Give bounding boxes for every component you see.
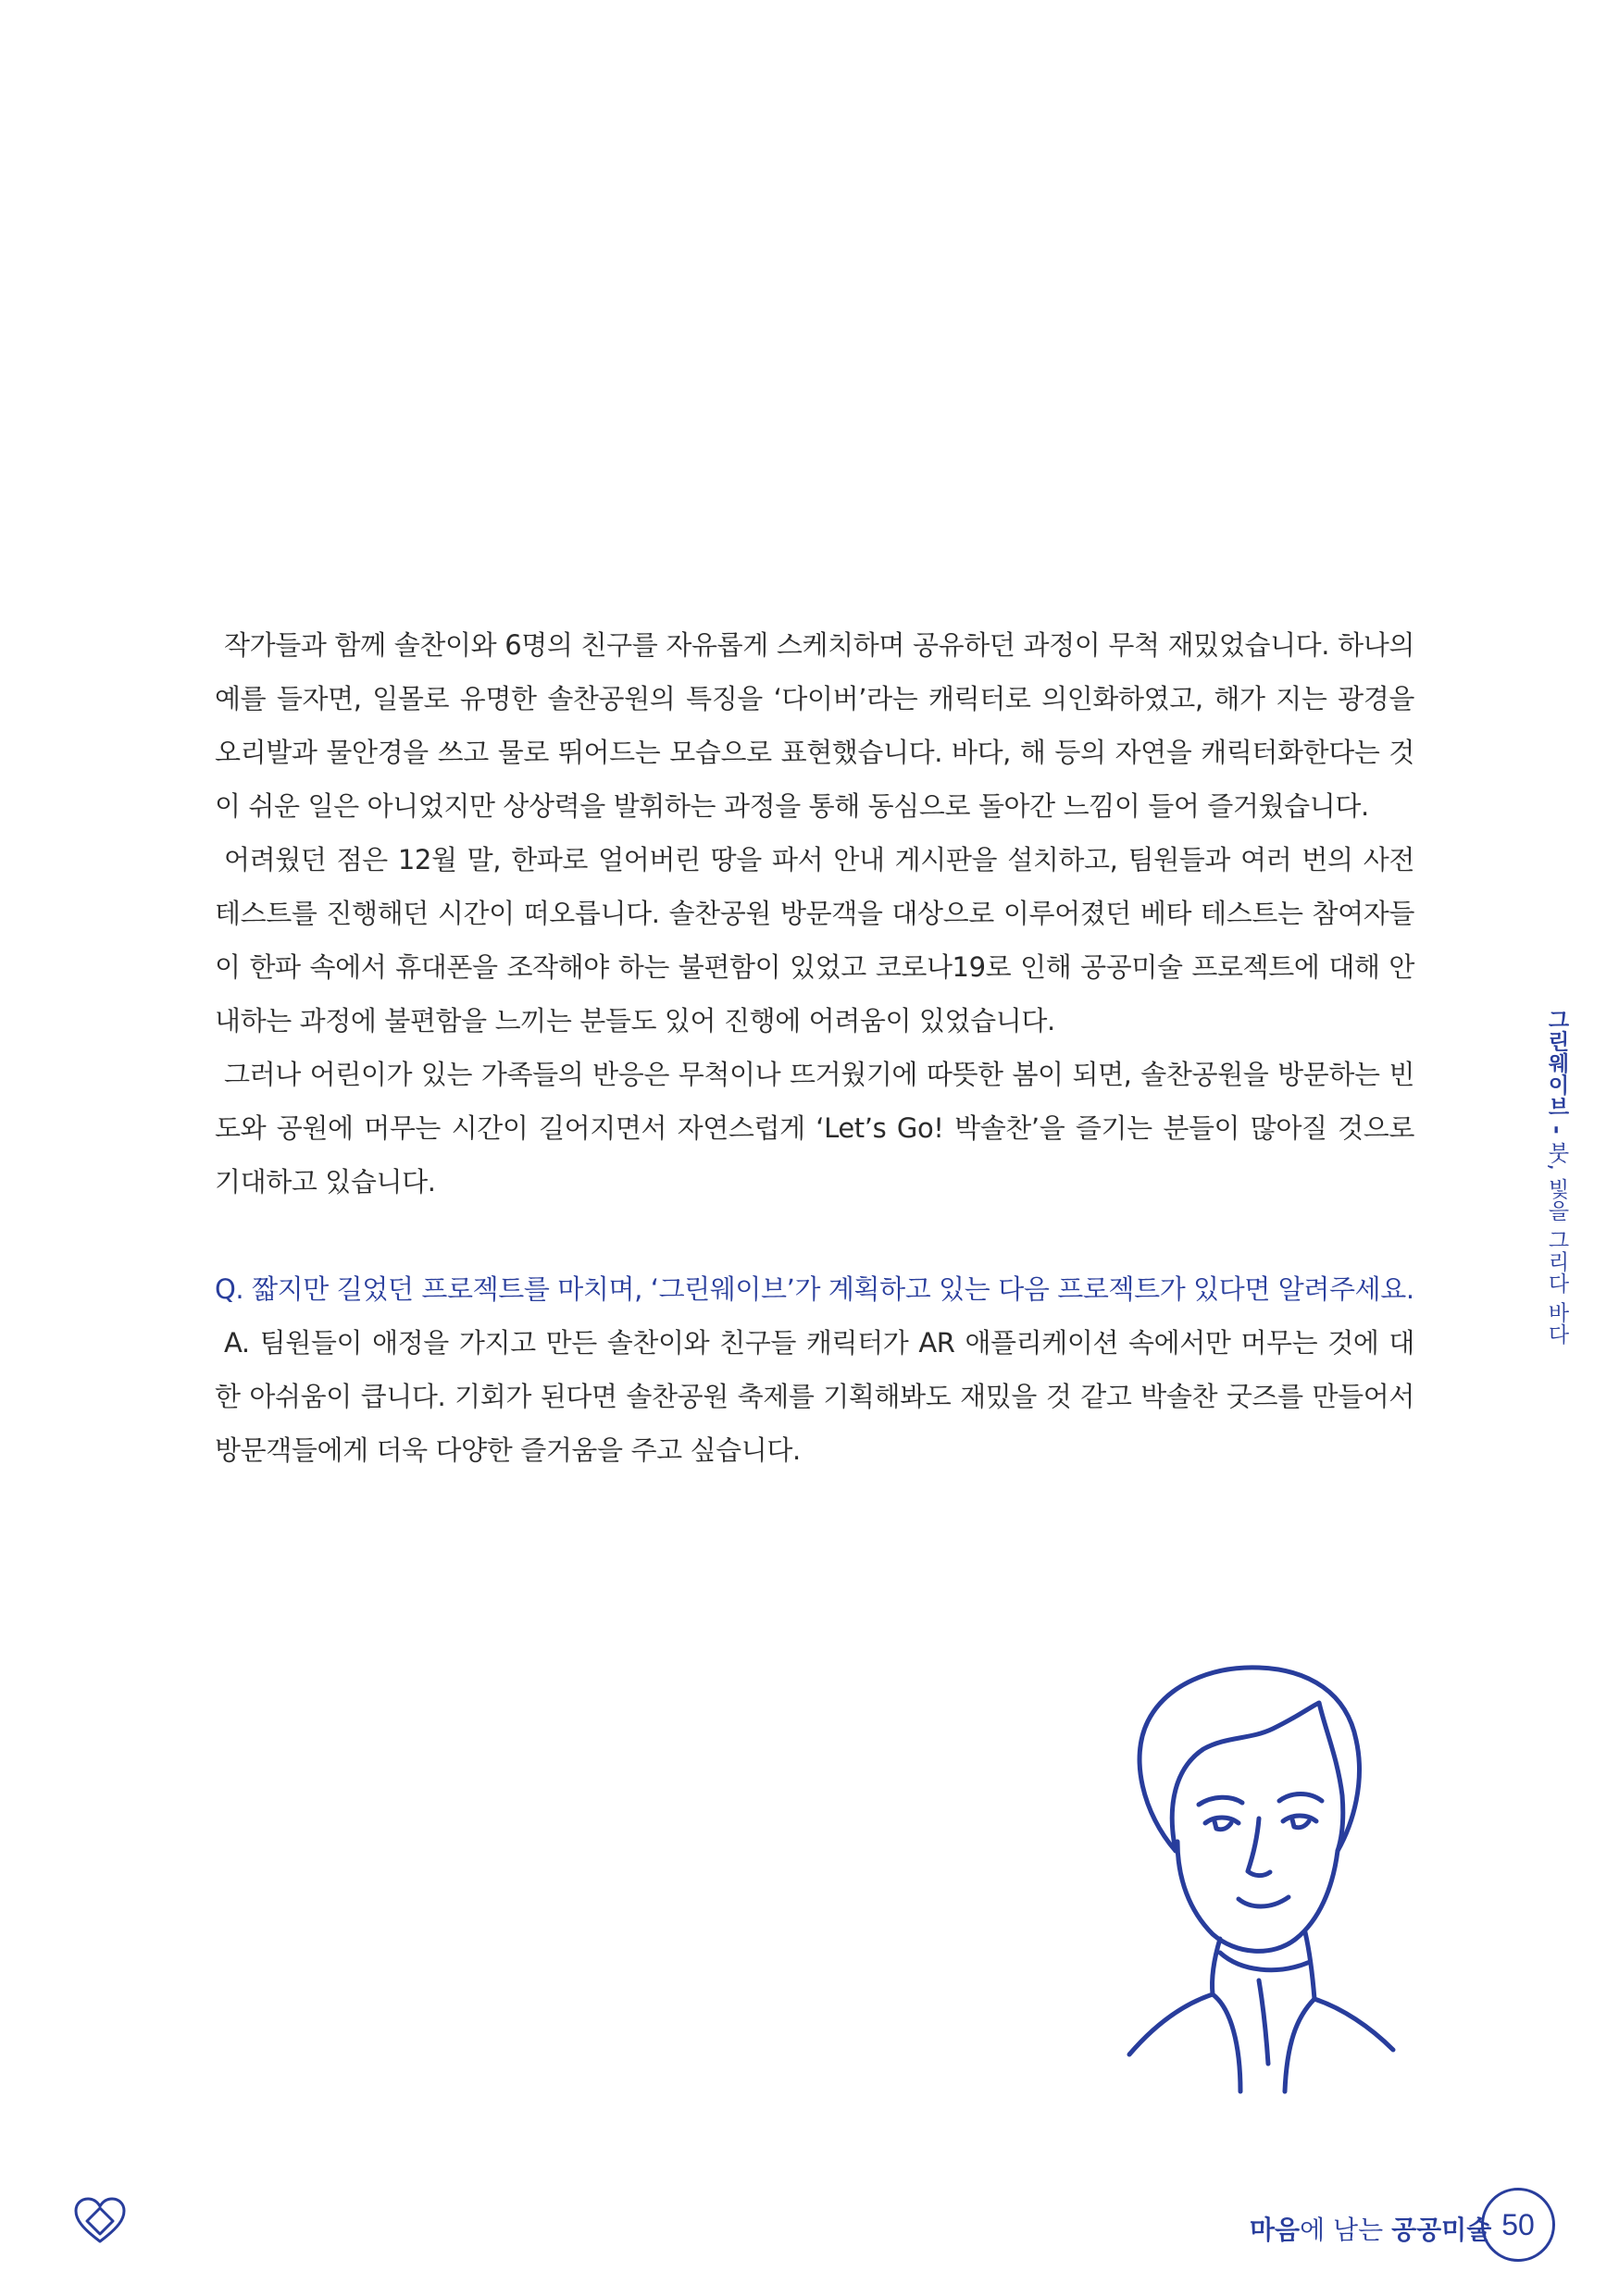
- paragraph-3: 그러나 어린이가 있는 가족들의 반응은 무척이나 뜨거웠기에 따뜻한 봄이 되면, 솔찬공원을 방문하는 빈도와 공원에 머무는 시간이 길어지면서 자연스럽게 ‘Let’s Go! 박솔찬’을 즐기는 분들이 많아질 것으로 기대하고 있습니다.: [215, 1059, 1414, 1198]
- interview-answer: A. 팀원들이 애정을 가지고 만든 솔찬이와 친구들 캐릭터가 AR 애플리케이션 속에서만 머무는 것에 대한 아쉬움이 큽니다. 기회가 된다면 솔찬공원 축제를 기획해봐도 재밌을 것 같고 박솔찬 굿즈를 만들어서 방문객들에게 더욱 다양한 즐거움을 주고 싶습니다.: [215, 1327, 1414, 1466]
- paragraph-2: 어려웠던 점은 12월 말, 한파로 얼어버린 땅을 파서 안내 게시판을 설치하고, 팀원들과 여러 번의 사전 테스트를 진행해던 시간이 떠오릅니다. 솔찬공원 방문객을 대상으로 이루어졌던 베타 테스트는 참여자들이 한파 속에서 휴대폰을 조작해야 하는 불편함이 있었고 코로나19로 인해 공공미술 프로젝트에 대해 안내하는 과정에 불편함을 느끼는 분들도 있어 진행에 어려움이 있었습니다.: [215, 844, 1414, 1036]
- portrait-illustration: [1111, 1657, 1407, 2101]
- footer-publication-title: [1250, 2210, 1491, 2247]
- side-label-title: 붓, 빛을 그리다 바다: [1544, 1135, 1569, 1346]
- interview-question: Q. 짧지만 길었던 프로젝트를 마치며, ‘그린웨이브’가 계획하고 있는 다음 프로젝트가 있다면 알려주세요.: [215, 1273, 1414, 1305]
- interview-body: [215, 618, 1414, 1477]
- page-number: 50: [1481, 2188, 1555, 2262]
- paragraph-1: 작가들과 함께 솔찬이와 6명의 친구를 자유롭게 스케치하며 공유하던 과정이 무척 재밌었습니다. 하나의 예를 들자면, 일몰로 유명한 솔찬공원의 특징을 ‘다이버’라는 캐릭터로 의인화하였고, 해가 지는 광경을 오리발과 물안경을 쓰고 물로 뛰어드는 모습으로 표현했습니다. 바다, 해 등의 자연을 캐릭터화한다는 것이 쉬운 일은 아니었지만 상상력을 발휘하는 과정을 통해 동심으로 돌아간 느낌이 들어 즐거웠습니다.: [215, 629, 1414, 822]
- section-side-label: [1529, 1009, 1585, 1346]
- footer-title-part-1: 마음: [1250, 2215, 1301, 2245]
- heart-diamond-logo-icon: [72, 2195, 128, 2247]
- side-label-team: 그린웨이브 -: [1544, 1009, 1569, 1136]
- footer-title-part-3: 공공미술: [1391, 2215, 1492, 2245]
- footer-title-part-2: 에 남는: [1300, 2215, 1392, 2245]
